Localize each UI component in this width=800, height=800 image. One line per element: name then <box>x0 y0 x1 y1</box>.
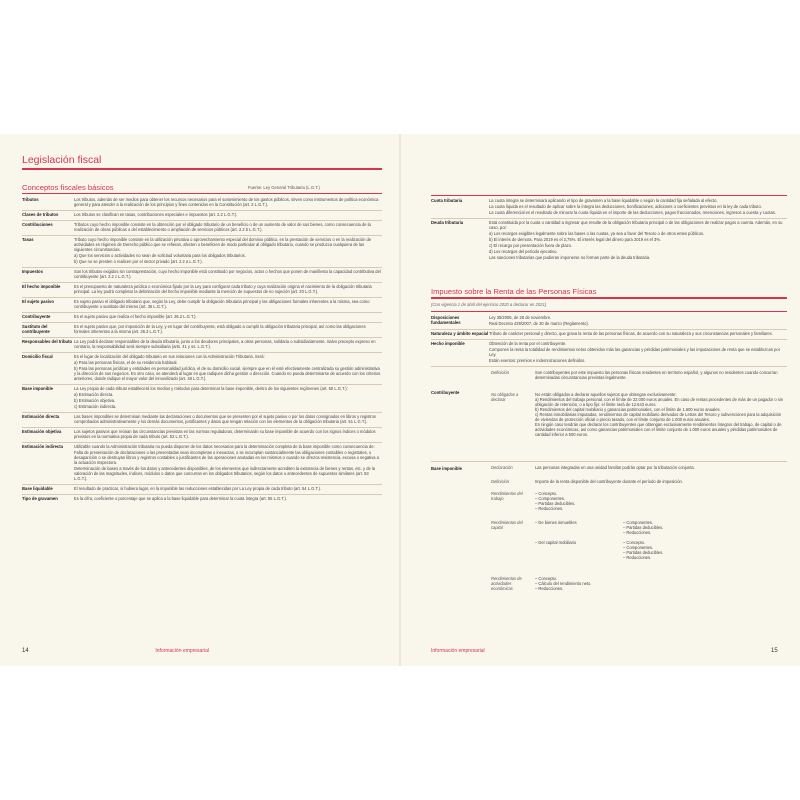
concept-row <box>22 284 382 295</box>
row-divider <box>22 484 382 485</box>
concept-term: Contribuciones <box>22 222 53 227</box>
concept-definition <box>74 496 382 502</box>
actividades-label: Rendimientos de actividades económicas <box>491 576 522 591</box>
concept-term: Estimación indirecta <box>22 444 63 449</box>
concept-row <box>22 197 382 208</box>
list-item: – Componentes. <box>623 545 654 550</box>
cuota-row-definition <box>489 198 787 216</box>
list-item: – Reducciones. <box>623 555 652 560</box>
list-item: – Reducciones. <box>535 506 564 511</box>
irpf-row-definition <box>489 331 787 337</box>
concept-item: Falta de presentación de declaraciones o las presentadas sean incompletas o inexactas, o se incumplan sustancialmente las obligaciones contables o registrales, o desaparición o se destruyan libros y registros contables o justificantes de las operaciones anotadas en los mismos o cuando se ofrezca resistencia, excusa o negativa a la actuación inspectora. <box>74 450 379 465</box>
concept-row <box>22 444 382 482</box>
row-divider <box>22 297 382 298</box>
concept-term: Contribuyente <box>22 314 51 319</box>
concept-item: a) Estimación directa. <box>74 392 114 397</box>
no-obligados-line: b) Rendimientos del capital mobiliario y ganancias patrimoniales, con el límite de 1.600 euros anuales. <box>535 407 721 412</box>
cuota-row-line: Está constituida por la cuota o cantidad a ingresar que resulte de la obligación tributaria principal o de las obligaciones de realizar pagos a cuenta. Además, en su caso, por: <box>489 220 783 230</box>
page-number: 15 <box>771 648 778 654</box>
cuota-row-line: a) Los recargos exigibles legalmente sobre las bases o las cuotas, ya sea a favor del Tesoro o de otros entes públicos. <box>489 231 705 236</box>
concept-row <box>22 299 382 310</box>
cuota-row-line: La cuota íntegra se determinará aplicando el tipo de gravamen a la base liquidable o según la cantidad fija señalada al efecto. <box>489 198 718 203</box>
concept-item: c) Estimación indirecta. <box>74 404 117 409</box>
trabajo-list <box>535 491 655 511</box>
concept-term: Base liquidable <box>22 486 53 491</box>
concept-term: Tributos <box>22 197 39 202</box>
cuota-row-line: Las sanciones tributarias que pudieran imponerse no forman parte de la deuda tributaria. <box>489 255 651 260</box>
footer-label: Información empresarial <box>431 648 485 654</box>
cuota-row-definition <box>489 220 787 261</box>
no-obligados-label: No obligados a declarar <box>491 392 519 402</box>
concept-definition <box>74 212 382 218</box>
row-divider <box>22 352 382 353</box>
concept-text: Es sujeto pasivo el obligado tributario que, según la Ley, debe cumplir la obligación tributaria principal y las obligaciones formales inherentes a la misma, sea como contribuyente o sustituto del mismo (art. 36 L.G.T.). <box>74 299 370 309</box>
concept-definition <box>74 237 382 265</box>
note-rule <box>431 311 787 312</box>
capital-label: Rendimientos del capital <box>491 520 523 530</box>
list-item: – Reducciones. <box>623 530 652 535</box>
section-rule <box>22 168 382 170</box>
no-obligados-text <box>535 392 785 437</box>
concept-text: Los sujetos pasivos que reúnan las circunstancias previstas en las normas reguladoras, determinarán su base imponible de acuerdo con los signos índices o módulos previstos en la normativa propia de cada tributo (art. 52 L.G.T.). <box>74 429 376 439</box>
concept-row <box>22 339 382 350</box>
concept-term: Tasas <box>22 237 34 242</box>
concept-term: Estimación objetiva <box>22 429 62 434</box>
row-divider <box>22 442 382 443</box>
declaracion-text: Las personas integradas en una unidad familiar podrán optar por la tributación conjunta. <box>535 465 695 470</box>
concept-row <box>22 269 382 280</box>
base-imponible-label: Base imponible <box>431 466 462 471</box>
irpf-row-term: Disposiciones fundamentales <box>431 315 461 325</box>
concept-row <box>22 324 382 335</box>
row-divider <box>22 210 382 211</box>
cuota-row-line: c) El recargo por presentación fuera de plazo. <box>489 243 573 248</box>
concept-row <box>22 496 382 502</box>
list-item: – Concepto. <box>535 491 558 496</box>
concept-text: La Ley propia de cada tributo establecerá los medios y métodos para determinar la base imponible, dentro de los siguientes regímenes (art. 50 L.G.T.): <box>74 386 348 391</box>
mobiliario-label: – Del capital mobiliario <box>535 540 577 545</box>
right-footer <box>431 648 787 654</box>
concept-definition <box>74 324 382 335</box>
concept-text: Es la cifra, coeficiente o porcentaje que se aplica a la base liquidable para determinar la cuota íntegra (art. 55 L.G.T.). <box>74 496 287 501</box>
concept-text: Es el sujeto pasivo que, por imposición de la Ley, y en lugar del contribuyente, está obligado a cumplir la obligación tributaria principal, así como las obligaciones formales inherentes a la misma (art. 36.3 L.G.T.). <box>74 324 366 334</box>
contribuyente-label: Contribuyente <box>431 390 460 395</box>
definicion-text: Son contribuyentes por este impuesto las personas físicas residentes en territorio español, y algunos no residentes cuando concurran determinadas circunstancias previstas legalmente. <box>535 370 778 380</box>
concept-row <box>22 237 382 265</box>
row-divider <box>22 312 382 313</box>
concept-item: a) Para las personas físicas, el de su residencia habitual. <box>74 360 178 365</box>
book-spread <box>0 134 800 666</box>
irpf-row-line: Componen la renta la totalidad de rendimientos netos obtenidos más las ganancias y pérdidas patrimoniales y las imputaciones de renta que se establezcan por Ley. <box>489 347 781 357</box>
row-divider <box>22 282 382 283</box>
concept-row <box>22 212 382 218</box>
concept-definition <box>74 414 382 425</box>
row-divider <box>22 220 382 221</box>
concept-item: b) Estimación objetiva. <box>74 398 116 403</box>
list-item: – Concepto. <box>623 540 646 545</box>
concept-row <box>22 386 382 410</box>
irpf-table <box>431 315 787 364</box>
heading-rule <box>22 193 382 194</box>
concept-row <box>22 354 382 382</box>
concept-row <box>22 314 382 320</box>
cuota-row <box>431 220 787 261</box>
divider <box>431 366 787 367</box>
irpf-note: (Con vigencia 1 de abril del ejercicio 2020 a declarar en 2021) <box>431 302 547 307</box>
no-obligados-line: c) Rentas inmobiliarias imputadas, rendimientos de capital mobiliario derivados de Letras del Tesoro y subvenciones para la adquisición de viviendas de protección oficial o precio tasado, con el límite conjunto de 1.000 euros anuales. <box>535 412 782 422</box>
concept-text: Tributo cuyo hecho imponible consiste en la utilización privativa o aprovechamiento especial del dominio público, en la prestación de servicios o en la realización de actividades en régimen de Derecho público que se refieran, afecten o beneficien de modo particular al obligado tributario, cuando se produzca cualquiera de las siguientes circunstancias. <box>74 237 372 252</box>
mobiliario-list <box>623 540 743 560</box>
irpf-row <box>431 341 787 364</box>
concept-row <box>22 222 382 233</box>
concept-item: b) Que no se presten o realicen por el sector privado (art. 2.2 a L.G.T.). <box>74 259 203 264</box>
cuota-row-line: d) Los recargos del período ejecutivo. <box>489 249 558 254</box>
row-divider <box>431 329 787 330</box>
row-divider <box>22 494 382 495</box>
divider <box>431 461 787 462</box>
concept-item: a) Que los servicios o actividades no sean de solicitud voluntaria para los obligados tributarios. <box>74 253 246 258</box>
row-divider <box>431 339 787 340</box>
concept-text: Los tributos se clasifican en tasas, contribuciones especiales e impuestos (art. 2.2 L.G.T.). <box>74 212 238 217</box>
irpf-rule <box>431 297 787 299</box>
left-page <box>0 134 399 666</box>
irpf-row-term: Hecho imponible <box>431 341 465 346</box>
irpf-row <box>431 331 787 337</box>
list-item: – Reducciones. <box>535 586 564 591</box>
no-obligados-line: En ningún caso tendrán que declarar los contribuyentes que obtengan exclusivamente rendimientos íntegros del trabajo, de capital o de actividades económicas, así como ganancias patrimoniales con el límite conjunto de 1.000 euros anuales y pérdidas patrimoniales de cantidad inferior a 500 euros. <box>535 422 782 437</box>
concept-definition <box>74 386 382 410</box>
list-item: – Componentes. <box>535 496 566 501</box>
source-note: Fuente: Ley General Tributaria (L.G.T.) <box>248 185 320 190</box>
concept-definition <box>74 314 382 320</box>
bi-definicion-text: Importe de la renta disponible del contribuyente durante el período de imposición. <box>535 479 683 484</box>
concept-term: Sustituto del contribuyente <box>22 324 50 334</box>
page-number: 14 <box>22 648 29 654</box>
concept-item: b) Para las personas jurídicas y entidades en personalidad jurídica, el de su domicilio social, siempre que en él esté efectivamente centralizada su gestión administrativa y la dirección de sus negocios. En otro caso, se atenderá al lugar en que radiquen dicha gestión o dirección. Cuando no pueda determinarse de acuerdo con los criterios anteriores, donde radique el mayor valor del inmovilizado (art. 48 L.G.T.). <box>74 366 381 381</box>
row-divider <box>431 218 787 219</box>
concept-term: Base imponible <box>22 386 53 391</box>
concept-definition <box>74 222 382 233</box>
row-divider <box>22 337 382 338</box>
irpf-row-definition <box>489 341 787 364</box>
list-item: – Cálculo del rendimiento neto. <box>535 581 592 586</box>
cuota-row-line: La cuota líquida es el resultado de aplicar sobre la íntegra las deducciones, bonificaciones, adiciones o coeficientes previstos en la ley de cada tributo. <box>489 204 762 209</box>
concept-item: Determinación de bases a través de los datos y antecedentes disponibles, de los elementos que indirectamente acrediten la existencia de bienes y rentas, etc. y de la valoración de las magnitudes, índices, módulos o datos que concurran en los obligados tributarios, según los datos o antecedentes de supuestos similares (art. 53 L.G.T.). <box>74 466 376 481</box>
row-divider <box>22 267 382 268</box>
row-divider <box>22 235 382 236</box>
concept-term: El hecho imponible <box>22 284 61 289</box>
no-obligados-line: No están obligados a declarar aquellos sujetos que obtengan exclusivamente: <box>535 392 677 397</box>
concept-definition <box>74 486 382 492</box>
concept-row <box>22 429 382 440</box>
concept-term: El sujeto pasivo <box>22 299 54 304</box>
concept-text: Utilizable cuando la Administración tributaria no pueda disponer de los datos necesarios para la determinación completa de la base imponible como consecuencia de: <box>74 444 375 449</box>
concept-definition <box>74 354 382 382</box>
footer-label: Información empresarial <box>155 648 209 654</box>
concept-text: Las bases imponibles se determinan mediante las declaraciones o documentos que se presenten por el sujeto pasivo o por los datos consignados en libros y registros comprobados administrativamente y los demás documentos, justificantes y datos que tengan relación con los elementos de la obligación tributaria (art. 51 L.G.T.). <box>74 414 376 424</box>
concept-term: Clases de tributos <box>22 212 59 217</box>
left-heading: Conceptos fiscales básicos <box>22 183 114 192</box>
bi-definicion-label: Definición <box>491 479 509 484</box>
cuota-row-line: La cuota diferencial es el resultado de minorar la cuota líquida en el importe de las deducciones, pagos fraccionados, retenciones, ingresos a cuenta y cuotas. <box>489 210 776 215</box>
concept-text: Tributos cuyo hecho imponible consiste en la obtención por el obligado tributario de un beneficio o de un aumento de valor de sus bienes, como consecuencia de la realización de obras públicas o del establecimiento o ampliación de servicios públicos (art. 2.2 b L.G.T.). <box>74 222 371 232</box>
irpf-row-line: Están exentos: premios e indemnizaciones definidos. <box>489 358 586 363</box>
concept-row <box>22 414 382 425</box>
no-obligados-line: a) Rendimientos del trabajo personal, con el límite de 22.000 euros anuales. En caso de rentas procedentes de más de un pagador o sin obligación de retención, o a tipo fijo: el límite será de 12.643 euros. <box>535 397 784 407</box>
concept-term: Impuestos <box>22 269 43 274</box>
concept-text: Son los tributos exigidos sin contraprestación, cuyo hecho imponible está constituido por negocios, actos o hechos que ponen de manifiesto la capacidad contributiva del contribuyente (art. 2.2 c L.G.T.). <box>74 269 381 279</box>
cuota-row-term: Cuota tributaria <box>431 198 463 203</box>
top-rule <box>431 195 787 196</box>
irpf-row-line: Obtención de la renta por el contribuyente. <box>489 341 567 346</box>
concept-text: Es el lugar de localización del obligado tributario en sus relaciones con la Administración Tributaria. Será: <box>74 354 265 359</box>
concepts-table <box>22 197 382 502</box>
concept-definition <box>74 339 382 350</box>
concept-text: Es el presupuesto de naturaleza jurídica o económica fijado por la Ley para configurar cada tributo y cuya realización origina el nacimiento de la obligación tributaria principal. La ley podrá completar la delimitación del hecho imponible mediante la mención de supuestos de no sujeción (art. 20 L.G.T.). <box>74 284 372 294</box>
inmuebles-list <box>623 520 743 535</box>
list-item: – Partidas deducibles. <box>535 501 576 506</box>
irpf-row-line: Ley 35/2006, de 28 de noviembre. <box>489 315 552 320</box>
concept-term: Responsables del tributo <box>22 339 73 344</box>
cuota-row-term: Deuda tributaria <box>431 220 464 225</box>
concept-definition <box>74 284 382 295</box>
list-item: – Partidas deducibles. <box>623 525 664 530</box>
cuota-row-line: b) El interés de demora. Para 2019 es el 3,75%. El interés legal del dinero para 2019 es el 3%. <box>489 237 662 242</box>
irpf-row-definition <box>489 315 787 327</box>
concept-term: Tipo de gravamen <box>22 496 58 501</box>
irpf-row-line: Real Decreto 439/2007, de 30 de marzo (Reglamento). <box>489 321 589 326</box>
concept-definition <box>74 269 382 280</box>
trabajo-label: Rendimientos del trabajo <box>491 491 523 501</box>
list-item: – Componentes. <box>623 520 654 525</box>
concept-term: Estimación directa <box>22 414 60 419</box>
inmuebles-label: – De bienes inmuebles <box>535 520 577 525</box>
actividades-list <box>535 576 685 591</box>
left-footer <box>22 648 209 654</box>
row-divider <box>22 412 382 413</box>
concept-text: La Ley podrá declarar responsables de la deuda tributaria, junto a los deudores principales, a otras personas, solidaria o subsidiariamente. Salvo precepto expreso en contrario, la responsabilidad será siempre subsidiaria (arts. 41 y ss. L.G.T.). <box>74 339 376 349</box>
row-divider <box>22 322 382 323</box>
irpf-row-term: Naturaleza y ámbito espacial <box>431 331 489 336</box>
concept-definition <box>74 429 382 440</box>
cuota-row <box>431 198 787 216</box>
list-item: – Concepto. <box>535 576 558 581</box>
section-title: Legislación fiscal <box>22 154 102 166</box>
concept-definition <box>74 299 382 310</box>
irpf-row <box>431 315 787 327</box>
row-divider <box>22 427 382 428</box>
definicion-label: Definición <box>491 370 509 375</box>
row-divider <box>22 384 382 385</box>
cuota-table <box>431 198 787 261</box>
concept-definition <box>74 444 382 482</box>
concept-text: Los tributos, además de ser medios para obtener los recursos necesarios para el sostenimiento de los gastos públicos, sirven como instrumentos de política económica general y para atender a la realización de los principios y fines contenidos en la Constitución (art. 2 L.G.T.). <box>74 197 379 207</box>
concept-definition <box>74 197 382 208</box>
concept-text: El resultado de practicar, si hubiera lugar, en la imponible las reducciones establecidas por La Ley propia de cada tributo (art. 54 L.G.T.). <box>74 486 322 491</box>
declaracion-label: Declaración <box>491 465 513 470</box>
right-page <box>401 134 800 666</box>
irpf-heading: Impuesto sobre la Renta de las Personas Físicas <box>431 287 597 296</box>
list-item: – Partidas deducibles. <box>623 550 664 555</box>
concept-text: Es el sujeto pasivo que realiza el hecho imponible (art. 36.2 L.G.T.). <box>74 314 197 319</box>
concept-term: Domicilio fiscal <box>22 354 53 359</box>
irpf-row-line: Tributo de carácter personal y directo, que grava la renta de las personas físicas, de acuerdo con su naturaleza y sus circunstancias personales y familiares. <box>489 331 773 336</box>
concept-row <box>22 486 382 492</box>
